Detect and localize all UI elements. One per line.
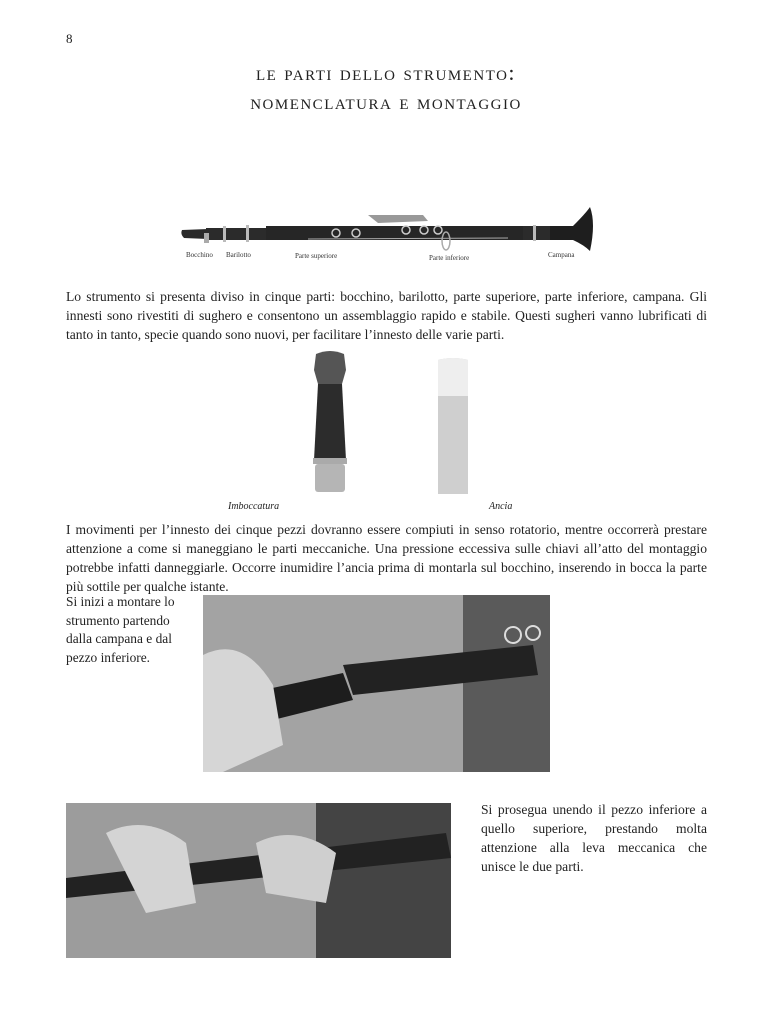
assembly-paragraph: I movimenti per l’innesto dei cinque pezzi dovranno essere compiuti in senso rotatorio, mentre occorrerà prestare attenzione a come si maneggiano le parti meccaniche. Una pressione eccessiva sulle chiavi all’atto del montaggio potrebbe infatti danneggiarle. Occorre inumidire l’ancia prima di montarla sul bocchino, inserendo in bocca la parte più sottile per qualche istante. xyxy=(66,522,707,594)
page-title-line1: le parti dello strumento: xyxy=(255,60,517,85)
label-parte-superiore: Parte superiore xyxy=(295,252,338,260)
assembly-photo-2 xyxy=(66,803,451,958)
caption-imboccatura: Imboccatura xyxy=(228,501,280,512)
reed-image xyxy=(432,356,474,498)
intro-paragraph: Lo strumento si presenta diviso in cinque parti: bocchino, barilotto, parte superiore, parte inferiore, campana. Gli innesti sono rivestiti di sughero e consentono un assemblaggio rapido e stabile. Questi sugheri vanno lubrificati di tanto in tanto, specie quando sono nuovi, per facilitare l’innesto delle varie parti. xyxy=(66,289,707,342)
caption-ancia: Ancia xyxy=(489,501,513,512)
label-bocchino: Bocchino xyxy=(186,251,213,259)
mouthpiece-image xyxy=(308,350,352,496)
label-parte-inferiore: Parte inferiore xyxy=(429,254,470,262)
label-barilotto: Barilotto xyxy=(226,251,251,259)
step2-text: Si prosegua unendo il pezzo inferiore a quello superiore, prestando molta attenzione alla leva meccanica che unisce le due parti. xyxy=(481,802,707,874)
page-title-line2: nomenclatura e montaggio xyxy=(250,89,522,114)
step1-text: Si inizi a montare lo strumento partendo dalla campana e dal pezzo inferiore. xyxy=(66,594,175,665)
label-campana: Campana xyxy=(548,251,575,259)
assembly-photo-1 xyxy=(203,595,550,772)
page-number: 8 xyxy=(66,31,73,46)
clarinet-diagram xyxy=(178,203,598,265)
